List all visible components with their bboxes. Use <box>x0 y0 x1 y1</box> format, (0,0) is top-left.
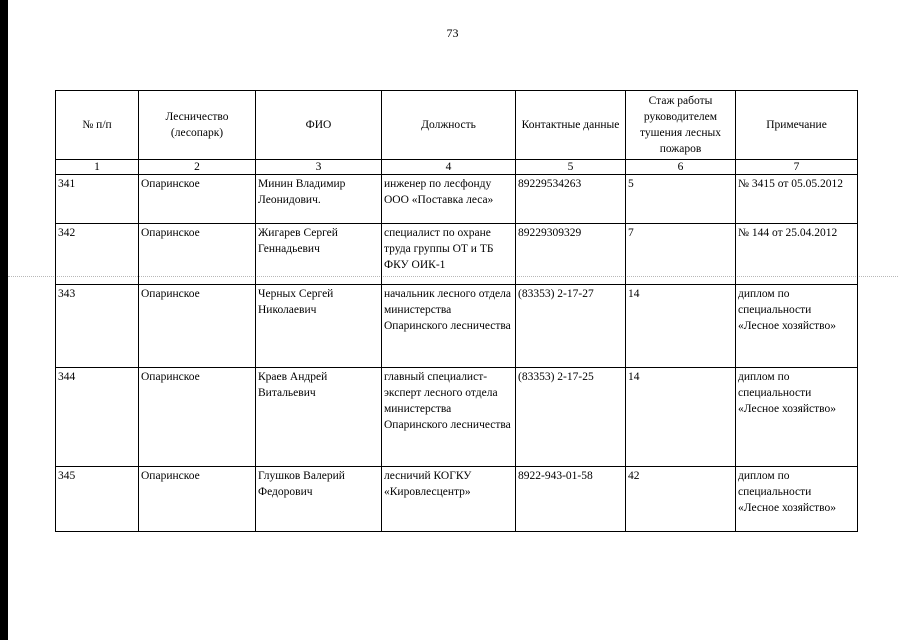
row-experience: 42 <box>626 467 736 532</box>
row-position: лесничий КОГКУ «Кировлесцентр» <box>382 467 516 532</box>
row-contact: (83353) 2-17-27 <box>516 285 626 368</box>
page-number: 73 <box>446 26 459 40</box>
row-forestry: Опаринское <box>139 224 256 285</box>
row-contact: (83353) 2-17-25 <box>516 368 626 467</box>
column-number: 1 <box>56 160 139 175</box>
scan-edge-bar <box>0 0 8 640</box>
row-position: инженер по лесфонду ООО «Поставка леса» <box>382 175 516 224</box>
row-name: Жигарев Сергей Геннадьевич <box>256 224 382 285</box>
column-number: 5 <box>516 160 626 175</box>
row-note: диплом по специальности «Лесное хозяйство» <box>736 285 858 368</box>
row-experience: 7 <box>626 224 736 285</box>
row-note: диплом по специальности «Лесное хозяйство» <box>736 368 858 467</box>
row-number: 343 <box>56 285 139 368</box>
header-contact: Контактные данные <box>516 91 626 160</box>
column-number-row <box>56 160 858 175</box>
column-number: 2 <box>139 160 256 175</box>
row-number: 342 <box>56 224 139 285</box>
row-name: Минин Владимир Леонидович. <box>256 175 382 224</box>
header-name: ФИО <box>256 91 382 160</box>
header-experience: Стаж работы руководителем тушения лесных пожаров <box>626 91 736 160</box>
row-note: № 3415 от 05.05.2012 <box>736 175 858 224</box>
row-note: диплом по специальности «Лесное хозяйство» <box>736 467 858 532</box>
column-number: 6 <box>626 160 736 175</box>
table-row <box>56 285 858 368</box>
column-number: 7 <box>736 160 858 175</box>
table-row <box>56 224 858 285</box>
row-experience: 14 <box>626 285 736 368</box>
column-number: 4 <box>382 160 516 175</box>
table-header-row <box>56 91 858 160</box>
row-contact: 89229534263 <box>516 175 626 224</box>
row-position: специалист по охране труда группы ОТ и ТБ ФКУ ОИК-1 <box>382 224 516 285</box>
header-forestry: Лесничество (лесопарк) <box>139 91 256 160</box>
row-contact: 89229309329 <box>516 224 626 285</box>
column-number: 3 <box>256 160 382 175</box>
header-number: № п/п <box>56 91 139 160</box>
header-position: Должность <box>382 91 516 160</box>
table-row <box>56 368 858 467</box>
row-experience: 14 <box>626 368 736 467</box>
row-forestry: Опаринское <box>139 467 256 532</box>
personnel-table <box>55 90 858 532</box>
row-contact: 8922-943-01-58 <box>516 467 626 532</box>
header-note: Примечание <box>736 91 858 160</box>
row-number: 344 <box>56 368 139 467</box>
row-number: 345 <box>56 467 139 532</box>
row-forestry: Опаринское <box>139 368 256 467</box>
row-name: Краев Андрей Витальевич <box>256 368 382 467</box>
row-position: начальник лесного отдела министерства Опаринского лесничества <box>382 285 516 368</box>
row-note: № 144 от 25.04.2012 <box>736 224 858 285</box>
row-forestry: Опаринское <box>139 175 256 224</box>
row-forestry: Опаринское <box>139 285 256 368</box>
row-number: 341 <box>56 175 139 224</box>
row-name: Глушков Валерий Федорович <box>256 467 382 532</box>
row-experience: 5 <box>626 175 736 224</box>
row-name: Черных Сергей Николаевич <box>256 285 382 368</box>
row-position: главный специалист-эксперт лесного отдела министерства Опаринского лесничества <box>382 368 516 467</box>
table-row <box>56 467 858 532</box>
table-row <box>56 175 858 224</box>
